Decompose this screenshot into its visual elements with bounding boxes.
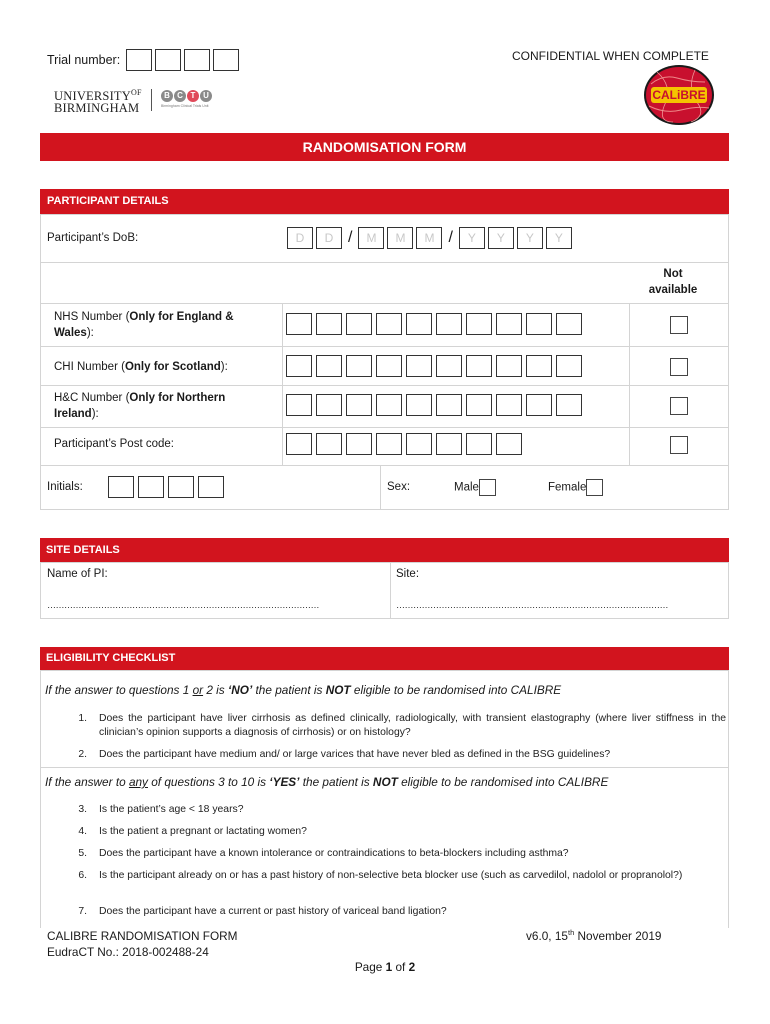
footer-form-name: CALIBRE RANDOMISATION FORM	[47, 929, 238, 943]
eligibility-header: ELIGIBILITY CHECKLIST	[40, 647, 729, 670]
hc-digit-box[interactable]	[496, 394, 522, 416]
chi-digit-box[interactable]	[436, 355, 462, 377]
hc-digit-box[interactable]	[526, 394, 552, 416]
initials-box[interactable]	[108, 476, 134, 498]
nhs-number-input[interactable]	[286, 313, 586, 335]
nhs-digit-box[interactable]	[406, 313, 432, 335]
dob-separator: /	[448, 229, 453, 246]
confidential-note: CONFIDENTIAL WHEN COMPLETE	[512, 49, 709, 63]
dob-input[interactable]	[287, 227, 572, 249]
trial-number-label: Trial number:	[47, 53, 121, 67]
dob-label: Participant’s DoB:	[47, 232, 139, 244]
eligibility-intro-2: If the answer to any of questions 3 to 10 is ‘YES’ the patient is NOT eligible to be randomised into CALIBRE	[45, 775, 609, 789]
dob-separator: /	[348, 229, 353, 246]
trial-number-box[interactable]	[155, 49, 181, 71]
nhs-digit-box[interactable]	[316, 313, 342, 335]
nhs-not-available-checkbox[interactable]	[670, 316, 688, 334]
sex-label: Sex:	[387, 481, 411, 493]
sex-female-option[interactable]	[548, 479, 603, 496]
chi-digit-box[interactable]	[496, 355, 522, 377]
chi-digit-box[interactable]	[316, 355, 342, 377]
bctu-letter-u: U	[200, 90, 212, 102]
female-checkbox[interactable]	[586, 479, 603, 496]
chi-digit-box[interactable]	[346, 355, 372, 377]
dob-year-box[interactable]: Y	[546, 227, 572, 249]
nhs-digit-box[interactable]	[376, 313, 402, 335]
dob-month-box[interactable]: M	[358, 227, 384, 249]
site-details-header: SITE DETAILS	[40, 538, 729, 562]
sex-male-option[interactable]	[454, 479, 496, 496]
dob-day-box[interactable]: D	[287, 227, 313, 249]
initials-box[interactable]	[168, 476, 194, 498]
nhs-number-label: NHS Number (Only for England & Wales):	[54, 311, 234, 339]
hc-digit-box[interactable]	[286, 394, 312, 416]
trial-number-row	[47, 49, 242, 71]
trial-number-box[interactable]	[213, 49, 239, 71]
nhs-digit-box[interactable]	[466, 313, 492, 335]
postcode-char-box[interactable]	[346, 433, 372, 455]
nhs-digit-box[interactable]	[556, 313, 582, 335]
postcode-char-box[interactable]	[316, 433, 342, 455]
chi-number-input[interactable]	[286, 355, 586, 377]
postcode-char-box[interactable]	[496, 433, 522, 455]
postcode-char-box[interactable]	[466, 433, 492, 455]
female-label: Female	[548, 481, 587, 494]
initials-input[interactable]	[108, 476, 224, 498]
hc-not-available-checkbox[interactable]	[670, 397, 688, 415]
chi-number-label: CHI Number (Only for Scotland):	[54, 361, 228, 373]
bctu-letter-c: C	[174, 90, 186, 102]
initials-box[interactable]	[198, 476, 224, 498]
postcode-not-available-checkbox[interactable]	[670, 436, 688, 454]
hc-digit-box[interactable]	[376, 394, 402, 416]
not-available-header: Not available	[648, 268, 698, 296]
bctu-letter-b: B	[161, 90, 173, 102]
dob-year-box[interactable]: Y	[459, 227, 485, 249]
nhs-digit-box[interactable]	[496, 313, 522, 335]
chi-digit-box[interactable]	[406, 355, 432, 377]
bctu-letter-t: T	[187, 90, 199, 102]
calibre-logo-text: CALiBRE	[652, 88, 706, 102]
logo-divider	[151, 89, 152, 111]
form-title: RANDOMISATION FORM	[40, 133, 729, 161]
footer-version: v6.0, 15th November 2019	[526, 928, 662, 943]
eligibility-intro-1: If the answer to questions 1 or 2 is ‘NO’ the patient is NOT eligible to be randomised into CALIBRE	[45, 683, 562, 697]
site-label: Site:	[396, 568, 420, 580]
chi-digit-box[interactable]	[556, 355, 582, 377]
postcode-label: Participant’s Post code:	[54, 438, 174, 450]
participant-details-header: PARTICIPANT DETAILS	[40, 189, 729, 214]
postcode-char-box[interactable]	[406, 433, 432, 455]
pi-name-field[interactable]: ……………………………………………………………………………………	[47, 600, 319, 610]
bctu-logo: B C T U Birmingham Clinical Trials Unit	[161, 90, 212, 108]
hc-digit-box[interactable]	[316, 394, 342, 416]
nhs-digit-box[interactable]	[286, 313, 312, 335]
chi-digit-box[interactable]	[376, 355, 402, 377]
initials-box[interactable]	[138, 476, 164, 498]
trial-number-box[interactable]	[184, 49, 210, 71]
initials-label: Initials:	[47, 481, 83, 493]
postcode-input[interactable]	[286, 433, 526, 455]
male-label: Male	[454, 481, 479, 494]
trial-number-box[interactable]	[126, 49, 152, 71]
site-field[interactable]: ……………………………………………………………………………………	[396, 600, 668, 610]
hc-number-label: H&C Number (Only for Northern Ireland):	[54, 392, 226, 420]
chi-digit-box[interactable]	[526, 355, 552, 377]
eligibility-section	[40, 670, 729, 928]
male-checkbox[interactable]	[479, 479, 496, 496]
nhs-digit-box[interactable]	[346, 313, 372, 335]
chi-digit-box[interactable]	[466, 355, 492, 377]
calibre-logo	[643, 64, 715, 126]
postcode-char-box[interactable]	[286, 433, 312, 455]
postcode-char-box[interactable]	[376, 433, 402, 455]
hc-digit-box[interactable]	[466, 394, 492, 416]
university-logo: $UNIVERSITY^{OF}$ BIRMINGHAM	[54, 88, 142, 116]
dob-month-box[interactable]: M	[416, 227, 442, 249]
dob-month-box[interactable]: M	[387, 227, 413, 249]
site-details-section	[40, 562, 729, 619]
hc-digit-box[interactable]	[556, 394, 582, 416]
nhs-digit-box[interactable]	[436, 313, 462, 335]
hc-number-input[interactable]	[286, 394, 586, 416]
footer-eudract: EudraCT No.: 2018-002488-24	[47, 945, 209, 959]
hc-digit-box[interactable]	[346, 394, 372, 416]
nhs-digit-box[interactable]	[526, 313, 552, 335]
chi-not-available-checkbox[interactable]	[670, 358, 688, 376]
dob-year-box[interactable]: Y	[488, 227, 514, 249]
chi-digit-box[interactable]	[286, 355, 312, 377]
dob-year-box[interactable]: Y	[517, 227, 543, 249]
page-number: Page 1 of 2	[354, 960, 416, 974]
footer-left	[47, 928, 238, 960]
postcode-char-box[interactable]	[436, 433, 462, 455]
hc-digit-box[interactable]	[436, 394, 462, 416]
pi-name-label: Name of PI:	[47, 568, 108, 580]
dob-day-box[interactable]: D	[316, 227, 342, 249]
question-item: 1. Does the participant have liver cirrhosis as defined clinically, radiologically, with transient elastography (where liver stiffness in the clinician’s opinion supports a diagnosis of cirrhosis) or on histology?	[78, 713, 726, 738]
hc-digit-box[interactable]	[406, 394, 432, 416]
